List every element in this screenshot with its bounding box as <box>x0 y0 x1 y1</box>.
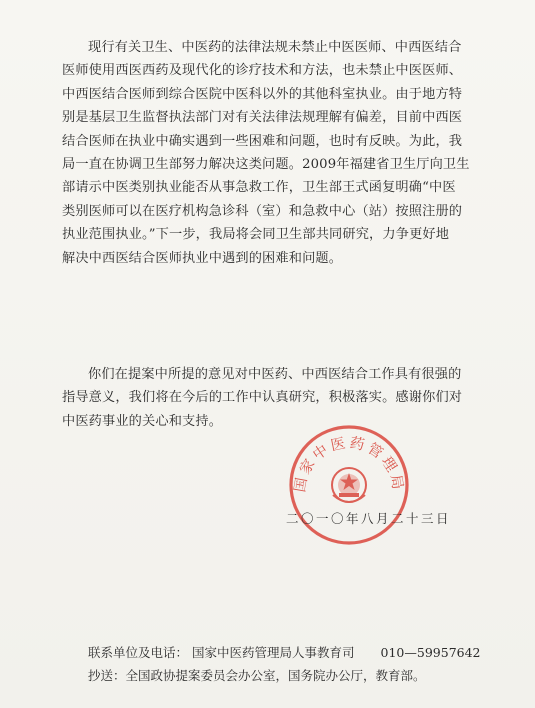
paragraph-line: 现行有关卫生、中医药的法律法规未禁止中医医师、中西医结合 <box>88 40 462 55</box>
paragraph-line: 你们在提案中所提的意见对中医药、中西医结合工作具有很强的 <box>88 367 462 382</box>
paragraph-line: 结合医师在执业中确实遇到一些困难和问题，也时有反映。为此，我 <box>62 133 463 149</box>
paragraph-line: 医师使用西医西药及现代化的诊疗技术和方法，也未禁止中医医师、 <box>62 63 463 79</box>
seal-text: 国家中医药管理局 <box>292 435 406 494</box>
paragraph-line: 解决中西医结合医师执业中遇到的困难和问题。 <box>62 250 343 266</box>
paragraph-line: 部请示中医类别执业能否从事急救工作，卫生部王式函复明确“中医 <box>62 180 456 196</box>
body-paragraph-2 <box>62 363 484 433</box>
official-seal <box>287 423 411 547</box>
paragraph-line: 指导意义，我们将在今后的工作中认真研究，积极落实。感谢你们对 <box>62 390 463 406</box>
paragraph-line: 中医药事业的关心和支持。 <box>62 413 223 429</box>
paragraph-line: 局一直在协调卫生部努力解决这类问题。2009年福建省卫生厅向卫生 <box>62 157 470 173</box>
cc-recipients: 全国政协提案委员会办公室，国务院办公厅，教育部。 <box>125 668 426 683</box>
body-paragraph-1 <box>62 36 484 270</box>
contact-phone: 010—59957642 <box>380 645 481 660</box>
contact-line <box>88 643 481 661</box>
paragraph-line: 中西医结合医师到综合医院中医科以外的其他科室执业。由于地方特 <box>62 86 463 102</box>
cc-line <box>88 666 426 684</box>
paragraph-line: 执业范围执业。”下一步，我局将会同卫生部共同研究，力争更好地 <box>62 227 450 243</box>
cc-label: 抄送： <box>88 668 126 683</box>
paragraph-line: 类别医师可以在医疗机构急诊科（室）和急救中心（站）按照注册的 <box>62 203 463 219</box>
contact-label: 联系单位及电话： <box>88 645 189 660</box>
contact-unit: 国家中医药管理局人事教育司 <box>192 645 355 660</box>
paragraph-line: 别是基层卫生监督执法部门对有关法律法规理解有偏差，目前中西医 <box>62 110 463 126</box>
national-emblem-icon <box>332 468 366 502</box>
document-date: 二〇一〇年八月二十三日 <box>286 511 452 526</box>
